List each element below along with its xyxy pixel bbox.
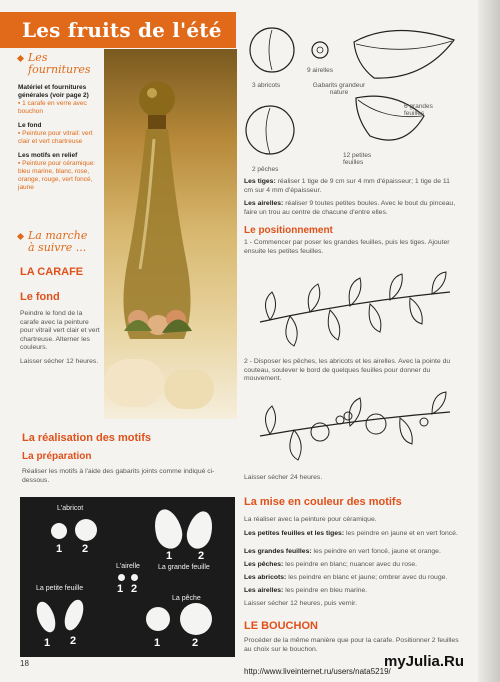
branch-drawing-1 <box>250 262 460 352</box>
color-item-3: Les pêches: les peindre en blanc; nuancer avec du rose. <box>244 561 418 568</box>
carafe-photo <box>104 49 237 419</box>
carafe-fond-dry: Laisser sécher 12 heures. <box>20 358 99 365</box>
photo-number: 1 <box>56 543 63 555</box>
color-item-1: Les petites feuilles et les tiges: les peindre en jaune et en vert foncé. <box>244 530 458 537</box>
carafe-fond-text: Peindre le fond de la carafe avec la peinture pour vitrail vert clair et vert chartreuse. Alterner les couleurs. <box>20 310 100 351</box>
page-binding-shadow <box>478 0 500 682</box>
positioning-title: Le positionnement <box>244 225 333 236</box>
relief-items: ▪ Peinture pour céramique: bleu marine, blanc, rose, orange, rouge, vert foncé, jaune <box>18 160 96 191</box>
photo-number: 2 <box>198 550 205 562</box>
photo-number: 1 <box>154 637 161 649</box>
label-airelles: 9 airelles <box>307 67 334 74</box>
dry-12-text: Laisser sécher 12 heures, puis vernir. <box>244 600 357 607</box>
supplies-heading-2: fournitures <box>28 63 91 76</box>
color-title: La mise en couleur des motifs <box>244 496 402 508</box>
photo-label-airelle: L'airelle <box>116 563 140 570</box>
candle-shape <box>164 369 214 409</box>
motifs-title: La réalisation des motifs <box>22 432 151 444</box>
dry-24-text: Laisser sécher 24 heures. <box>244 474 323 481</box>
method-heading-2: à suivre ... <box>28 241 87 254</box>
label-petites-feuilles: 12 petites feuilles <box>343 152 372 166</box>
airelle-shape <box>118 574 125 581</box>
color-intro: La réaliser avec la peinture pour céramique. <box>244 516 377 523</box>
photo-label-grande-feuille: La grande feuille <box>158 564 210 571</box>
tiges-paragraph: Les tiges: réaliser 1 tige de 9 cm sur 4 mm d'épaisseur; 1 tige de 11 cm sur 4 mm d'épaisseur. <box>244 178 450 194</box>
general-items: ▪ 1 carafe en verre avec bouchon <box>18 100 87 115</box>
color-item-4: Les abricots: les peindre en blanc et jaune; ombrer avec du rouge. <box>244 574 448 581</box>
petite-feuille-shape <box>33 599 59 635</box>
photo-number: 2 <box>70 635 77 647</box>
color-item-5: Les airelles: les peindre en bleu marine. <box>244 587 368 594</box>
preparation-text: Réaliser les motifs à l'aide des gabarits joints comme indiqué ci-dessous. <box>22 468 215 484</box>
fond-items: ▪ Peinture pour vitrail: vert clair et vert chartreuse <box>18 130 93 145</box>
photo-label-abricot: L'abricot <box>57 505 84 512</box>
motifs-photo <box>20 497 235 657</box>
peche-shape <box>180 603 212 635</box>
method-heading: La marche <box>18 230 100 242</box>
photo-number: 2 <box>82 543 89 555</box>
label-grandes-feuilles: 6 grandes feuilles <box>404 103 433 117</box>
carafe-fond-title: Le fond <box>20 291 60 303</box>
supplies-heading: Les <box>18 52 100 64</box>
method-section <box>18 230 100 254</box>
abricot-shape <box>51 523 67 539</box>
candle-shape <box>104 359 164 407</box>
carafe-title: LA CARAFE <box>20 266 84 278</box>
label-abricots: 3 abricots <box>252 82 281 89</box>
photo-number: 2 <box>192 637 199 649</box>
photo-label-petite-feuille: La petite feuille <box>36 585 84 592</box>
photo-number: 1 <box>44 637 51 649</box>
bouchon-title: LE BOUCHON <box>244 620 318 632</box>
grande-feuille-shape <box>150 506 185 551</box>
color-item-2: Les grandes feuilles: les peindre en vert foncé, jaune et orange. <box>244 548 441 555</box>
step-2-text: 2 - Disposer les pêches, les abricots et les airelles. Avec la pointe du couteau, soulever le bord de quelques feuilles pour donner du mouvement. <box>244 358 451 382</box>
header-banner <box>0 12 236 48</box>
page-number: 18 <box>20 659 29 668</box>
diamond-bullet-icon <box>17 232 24 239</box>
peche-shape <box>146 607 170 631</box>
label-gabarits: Gabarits grandeur nature <box>312 82 366 96</box>
general-title: Matériel et fournitures générales (voir page 2) <box>18 84 89 99</box>
supplies-section <box>18 52 100 192</box>
photo-number: 2 <box>131 583 138 595</box>
petite-feuille-shape <box>61 597 87 633</box>
watermark-url[interactable]: http://www.liveinternet.ru/users/nata5219/ <box>244 667 391 676</box>
photo-number: 1 <box>166 550 173 562</box>
airelles-paragraph: Les airelles: réaliser 9 toutes petites boules. Avec le bout du pinceau, faire un trou au centre de chacune d'entre elles. <box>244 200 456 216</box>
fond-title: Le fond <box>18 122 42 129</box>
bouchon-text: Procéder de la même manière que pour la carafe. Positionner 2 feuilles au choix sur le bouchon. <box>244 637 459 653</box>
photo-label-peche: La pêche <box>172 595 201 602</box>
relief-title: Les motifs en relief <box>18 152 78 159</box>
airelle-shape <box>131 574 138 581</box>
abricot-shape <box>75 519 97 541</box>
preparation-title: La préparation <box>22 451 92 462</box>
step-1-text: 1 - Commencer par poser les grandes feuilles, puis les tiges. Ajouter ensuite les petites feuilles. <box>244 239 450 255</box>
carafe-bottle-icon <box>118 69 196 389</box>
page-title: Les fruits de l'été <box>22 18 222 42</box>
grande-feuille-shape <box>183 509 216 552</box>
photo-number: 1 <box>117 583 124 595</box>
watermark-logo: myJulia.Ru <box>384 653 465 670</box>
branch-drawing-2 <box>250 386 460 468</box>
label-peches: 2 pêches <box>252 166 279 173</box>
diamond-bullet-icon <box>17 54 24 61</box>
